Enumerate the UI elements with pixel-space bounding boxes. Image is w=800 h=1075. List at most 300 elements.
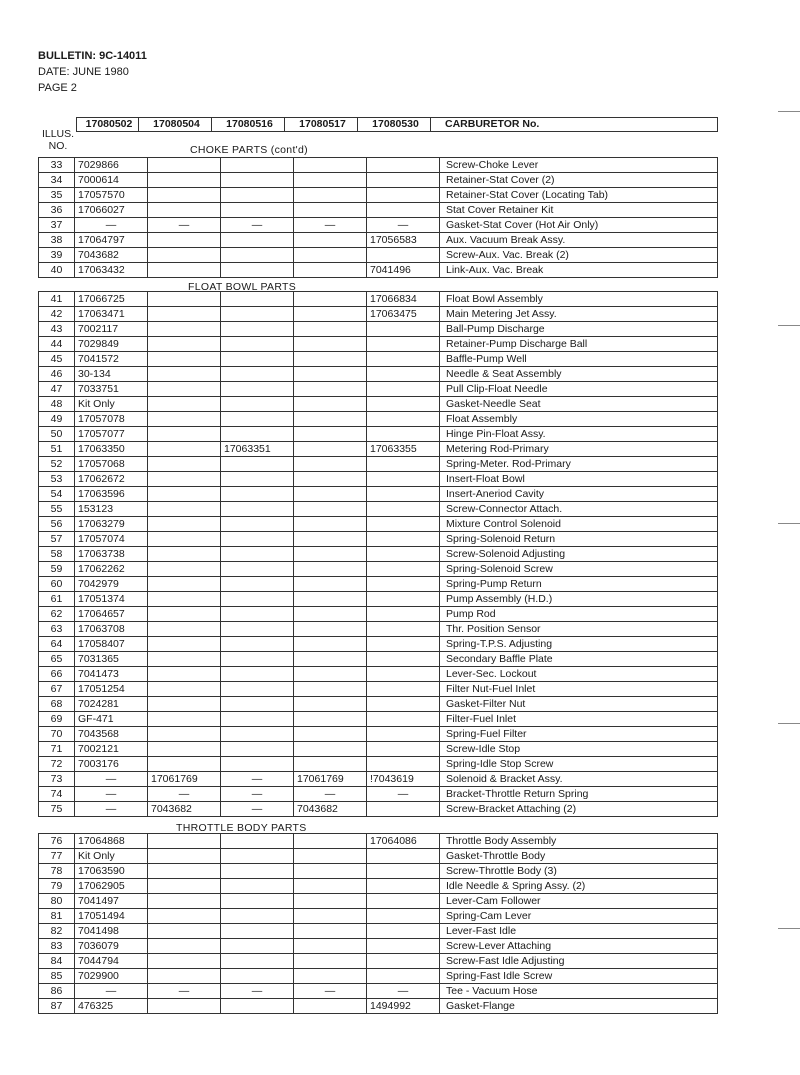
part-number-cell (221, 248, 294, 263)
table-row (39, 502, 718, 517)
part-description-cell: Main Metering Jet Assy. (440, 307, 718, 322)
part-description-cell: Stat Cover Retainer Kit (440, 203, 718, 218)
part-number-cell (148, 849, 221, 864)
part-description-cell: Gasket-Throttle Body (440, 849, 718, 864)
part-number-cell (294, 834, 367, 849)
part-number-cell (367, 637, 440, 652)
part-number-cell (294, 909, 367, 924)
part-description-cell: Hinge Pin-Float Assy. (440, 427, 718, 442)
table-row (39, 158, 718, 173)
part-number-cell (367, 367, 440, 382)
part-number-cell: 7043682 (148, 802, 221, 817)
part-number-cell (294, 502, 367, 517)
table-row (39, 487, 718, 502)
part-number-cell (221, 742, 294, 757)
part-number-cell: 7033751 (75, 382, 148, 397)
part-number-cell: 17061769 (294, 772, 367, 787)
illus-number-cell: 61 (39, 592, 75, 607)
part-number-cell (294, 894, 367, 909)
table-row (39, 682, 718, 697)
part-number-cell (148, 517, 221, 532)
part-number-cell (221, 607, 294, 622)
part-number-cell (367, 954, 440, 969)
part-number-cell (221, 864, 294, 879)
part-number-cell (148, 233, 221, 248)
table-row (39, 954, 718, 969)
part-number-cell: 7024281 (75, 697, 148, 712)
part-description-cell: Spring-Idle Stop Screw (440, 757, 718, 772)
part-description-cell: Spring-Fast Idle Screw (440, 969, 718, 984)
part-description-cell: Filter-Fuel Inlet (440, 712, 718, 727)
part-number-cell (148, 248, 221, 263)
part-number-cell (367, 562, 440, 577)
part-number-cell: — (148, 984, 221, 999)
part-number-cell: 17062262 (75, 562, 148, 577)
model-17080502: 17080502 (77, 118, 139, 132)
table-row (39, 652, 718, 667)
table-row (39, 292, 718, 307)
part-number-cell (294, 939, 367, 954)
part-number-cell (367, 457, 440, 472)
part-number-cell (367, 924, 440, 939)
part-number-cell: 7041572 (75, 352, 148, 367)
bulletin-date: DATE: JUNE 1980 (38, 66, 129, 78)
part-number-cell: 17063475 (367, 307, 440, 322)
part-number-cell (294, 427, 367, 442)
part-number-cell (367, 909, 440, 924)
part-description-cell: Screw-Solenoid Adjusting (440, 547, 718, 562)
part-number-cell (221, 879, 294, 894)
part-number-cell (367, 667, 440, 682)
table-row (39, 607, 718, 622)
part-number-cell (367, 864, 440, 879)
part-number-cell (367, 532, 440, 547)
part-number-cell (148, 757, 221, 772)
part-number-cell (148, 954, 221, 969)
illus-number-cell: 81 (39, 909, 75, 924)
part-number-cell (294, 682, 367, 697)
part-number-cell (294, 532, 367, 547)
table-row (39, 969, 718, 984)
part-number-cell (367, 802, 440, 817)
model-17080516: 17080516 (212, 118, 285, 132)
part-description-cell: Retainer-Pump Discharge Ball (440, 337, 718, 352)
part-number-cell (294, 382, 367, 397)
table-row (39, 412, 718, 427)
part-number-cell: 7036079 (75, 939, 148, 954)
part-number-cell (294, 367, 367, 382)
illus-number-cell: 33 (39, 158, 75, 173)
part-description-cell: Retainer-Stat Cover (Locating Tab) (440, 188, 718, 203)
choke-parts-table (38, 157, 718, 278)
table-row (39, 637, 718, 652)
part-number-cell (221, 547, 294, 562)
part-number-cell: — (148, 218, 221, 233)
part-number-cell (294, 472, 367, 487)
part-number-cell (221, 352, 294, 367)
part-number-cell (221, 188, 294, 203)
part-number-cell: 7041496 (367, 263, 440, 278)
part-number-cell: — (148, 787, 221, 802)
part-number-cell (221, 969, 294, 984)
illus-number-cell: 57 (39, 532, 75, 547)
part-number-cell (294, 292, 367, 307)
part-number-cell (148, 397, 221, 412)
part-description-cell: Screw-Connector Attach. (440, 502, 718, 517)
part-number-cell (221, 412, 294, 427)
part-number-cell (294, 322, 367, 337)
part-number-cell (148, 592, 221, 607)
part-description-cell: Tee - Vacuum Hose (440, 984, 718, 999)
part-number-cell (367, 487, 440, 502)
part-description-cell: Needle & Seat Assembly (440, 367, 718, 382)
part-number-cell (294, 158, 367, 173)
part-number-cell (367, 757, 440, 772)
part-number-cell: 17064868 (75, 834, 148, 849)
part-number-cell (294, 263, 367, 278)
part-number-cell (148, 382, 221, 397)
illus-number-cell: 60 (39, 577, 75, 592)
part-number-cell (148, 712, 221, 727)
part-number-cell (221, 592, 294, 607)
part-number-cell (294, 457, 367, 472)
part-number-cell (221, 652, 294, 667)
table-row (39, 834, 718, 849)
illus-number-cell: 43 (39, 322, 75, 337)
part-number-cell (294, 712, 367, 727)
part-number-cell (294, 188, 367, 203)
illus-number-cell: 87 (39, 999, 75, 1014)
part-number-cell (367, 712, 440, 727)
part-number-cell: 17064797 (75, 233, 148, 248)
table-row (39, 322, 718, 337)
illus-number-cell: 70 (39, 727, 75, 742)
part-number-cell: 30-134 (75, 367, 148, 382)
part-description-cell: Idle Needle & Spring Assy. (2) (440, 879, 718, 894)
part-description-cell: Lever-Sec. Lockout (440, 667, 718, 682)
part-description-cell: Pull Clip-Float Needle (440, 382, 718, 397)
part-number-cell: 7029866 (75, 158, 148, 173)
part-number-cell: 17051494 (75, 909, 148, 924)
part-description-cell: Gasket-Needle Seat (440, 397, 718, 412)
part-number-cell: — (221, 218, 294, 233)
part-number-cell (148, 879, 221, 894)
part-number-cell (367, 894, 440, 909)
illus-number-cell: 49 (39, 412, 75, 427)
illus-number-cell: 74 (39, 787, 75, 802)
table-row (39, 307, 718, 322)
table-row (39, 532, 718, 547)
part-number-cell (148, 173, 221, 188)
part-number-cell (221, 924, 294, 939)
part-number-cell: 7041497 (75, 894, 148, 909)
table-row (39, 382, 718, 397)
table-row (39, 472, 718, 487)
table-row (39, 772, 718, 787)
illus-no-label (38, 128, 78, 152)
part-number-cell: 17057077 (75, 427, 148, 442)
part-number-cell (367, 879, 440, 894)
illus-number-cell: 66 (39, 667, 75, 682)
illus-number-cell: 64 (39, 637, 75, 652)
table-row (39, 517, 718, 532)
part-number-cell (221, 562, 294, 577)
part-number-cell (221, 954, 294, 969)
table-row (39, 697, 718, 712)
part-number-cell (148, 442, 221, 457)
part-number-cell: Kit Only (75, 849, 148, 864)
part-description-cell: Retainer-Stat Cover (2) (440, 173, 718, 188)
part-number-cell: 17063590 (75, 864, 148, 879)
part-number-cell: 7044794 (75, 954, 148, 969)
part-number-cell: — (221, 802, 294, 817)
illus-number-cell: 68 (39, 697, 75, 712)
part-description-cell: Gasket-Filter Nut (440, 697, 718, 712)
part-number-cell: — (294, 787, 367, 802)
part-description-cell: Screw-Bracket Attaching (2) (440, 802, 718, 817)
part-description-cell: Insert-Aneriod Cavity (440, 487, 718, 502)
part-number-cell (367, 248, 440, 263)
part-number-cell (294, 924, 367, 939)
table-row (39, 999, 718, 1014)
illus-number-cell: 69 (39, 712, 75, 727)
part-number-cell (367, 577, 440, 592)
part-number-cell (221, 849, 294, 864)
table-row (39, 894, 718, 909)
part-description-cell: Bracket-Throttle Return Spring (440, 787, 718, 802)
illus-number-cell: 42 (39, 307, 75, 322)
part-description-cell: Link-Aux. Vac. Break (440, 263, 718, 278)
part-number-cell (148, 909, 221, 924)
table-row (39, 457, 718, 472)
illus-number-cell: 72 (39, 757, 75, 772)
part-number-cell (294, 547, 367, 562)
part-number-cell (221, 517, 294, 532)
part-description-cell: Spring-Solenoid Screw (440, 562, 718, 577)
part-number-cell (221, 322, 294, 337)
part-number-cell (221, 472, 294, 487)
illus-number-cell: 75 (39, 802, 75, 817)
table-row (39, 188, 718, 203)
table-row (39, 667, 718, 682)
part-number-cell: — (294, 218, 367, 233)
part-number-cell (294, 879, 367, 894)
part-description-cell: Gasket-Stat Cover (Hot Air Only) (440, 218, 718, 233)
part-number-cell: 7043682 (75, 248, 148, 263)
table-row (39, 352, 718, 367)
table-row (39, 337, 718, 352)
illus-number-cell: 76 (39, 834, 75, 849)
part-number-cell (294, 622, 367, 637)
part-number-cell: 17057074 (75, 532, 148, 547)
part-number-cell (367, 592, 440, 607)
part-number-cell (148, 742, 221, 757)
table-row (39, 802, 718, 817)
illus-number-cell: 37 (39, 218, 75, 233)
part-number-cell (148, 864, 221, 879)
part-number-cell: — (294, 984, 367, 999)
part-number-cell: 7041473 (75, 667, 148, 682)
part-number-cell (221, 727, 294, 742)
illus-number-cell: 79 (39, 879, 75, 894)
part-number-cell: 7029900 (75, 969, 148, 984)
part-number-cell: 7029849 (75, 337, 148, 352)
part-number-cell (148, 924, 221, 939)
part-number-cell (221, 203, 294, 218)
part-number-cell (148, 727, 221, 742)
table-row (39, 442, 718, 457)
part-number-cell (294, 607, 367, 622)
part-number-cell (367, 397, 440, 412)
part-number-cell: 17058407 (75, 637, 148, 652)
part-number-cell (221, 894, 294, 909)
part-description-cell: Spring-Cam Lever (440, 909, 718, 924)
part-number-cell (367, 849, 440, 864)
table-row (39, 787, 718, 802)
part-number-cell: 17066725 (75, 292, 148, 307)
part-number-cell (294, 487, 367, 502)
illus-number-cell: 50 (39, 427, 75, 442)
part-number-cell (367, 682, 440, 697)
illus-number-cell: 54 (39, 487, 75, 502)
part-number-cell: 17063432 (75, 263, 148, 278)
part-number-cell: 7031365 (75, 652, 148, 667)
part-description-cell: Spring-T.P.S. Adjusting (440, 637, 718, 652)
part-number-cell: — (367, 984, 440, 999)
part-number-cell: — (221, 984, 294, 999)
part-number-cell (221, 382, 294, 397)
table-row (39, 924, 718, 939)
table-row (39, 562, 718, 577)
part-number-cell (294, 592, 367, 607)
part-description-cell: Spring-Meter. Rod-Primary (440, 457, 718, 472)
part-description-cell: Float Assembly (440, 412, 718, 427)
part-number-cell: 17063350 (75, 442, 148, 457)
part-number-cell (148, 263, 221, 278)
part-number-cell (294, 248, 367, 263)
model-17080530: 17080530 (358, 118, 431, 132)
part-number-cell (148, 637, 221, 652)
illus-number-cell: 67 (39, 682, 75, 697)
part-number-cell: — (221, 772, 294, 787)
illus-number-cell: 46 (39, 367, 75, 382)
part-number-cell: — (221, 787, 294, 802)
part-number-cell (221, 697, 294, 712)
part-number-cell (148, 834, 221, 849)
part-number-cell (148, 412, 221, 427)
illus-number-cell: 55 (39, 502, 75, 517)
illus-number-cell: 58 (39, 547, 75, 562)
edge-mark (778, 111, 800, 112)
part-number-cell (148, 472, 221, 487)
part-number-cell (221, 233, 294, 248)
part-number-cell (148, 292, 221, 307)
part-number-cell (148, 562, 221, 577)
illus-label-line1: ILLUS. (41, 128, 75, 140)
part-number-cell (294, 697, 367, 712)
part-number-cell (294, 412, 367, 427)
part-number-cell: 17063351 (221, 442, 294, 457)
table-row (39, 592, 718, 607)
part-number-cell (148, 188, 221, 203)
part-number-cell (294, 999, 367, 1014)
part-number-cell (294, 954, 367, 969)
part-number-cell (294, 352, 367, 367)
part-number-cell (294, 307, 367, 322)
part-number-cell: 7000614 (75, 173, 148, 188)
part-number-cell: 17063738 (75, 547, 148, 562)
illus-number-cell: 53 (39, 472, 75, 487)
part-description-cell: Aux. Vacuum Break Assy. (440, 233, 718, 248)
part-number-cell (148, 307, 221, 322)
part-number-cell (294, 442, 367, 457)
part-number-cell (221, 939, 294, 954)
part-number-cell (367, 939, 440, 954)
part-description-cell: Lever-Cam Follower (440, 894, 718, 909)
part-number-cell (221, 712, 294, 727)
part-number-cell (367, 547, 440, 562)
table-row (39, 622, 718, 637)
part-number-cell: 17063708 (75, 622, 148, 637)
part-number-cell (148, 203, 221, 218)
illus-number-cell: 45 (39, 352, 75, 367)
model-17080504: 17080504 (139, 118, 212, 132)
part-number-cell (367, 158, 440, 173)
part-description-cell: Screw-Lever Attaching (440, 939, 718, 954)
part-number-cell (148, 622, 221, 637)
part-description-cell: Spring-Fuel Filter (440, 727, 718, 742)
part-number-cell (148, 697, 221, 712)
illus-number-cell: 86 (39, 984, 75, 999)
bulletin-number: BULLETIN: 9C-14011 (38, 50, 147, 62)
part-number-cell (221, 757, 294, 772)
illus-number-cell: 84 (39, 954, 75, 969)
table-row (39, 397, 718, 412)
part-description-cell: Screw-Aux. Vac. Break (2) (440, 248, 718, 263)
part-number-cell (221, 487, 294, 502)
part-number-cell (148, 502, 221, 517)
part-number-cell: 17062905 (75, 879, 148, 894)
table-row (39, 909, 718, 924)
table-row (39, 712, 718, 727)
edge-mark (778, 523, 800, 524)
part-number-cell: 17063279 (75, 517, 148, 532)
section-title-float-bowl: FLOAT BOWL PARTS (188, 281, 297, 293)
part-number-cell (367, 472, 440, 487)
part-description-cell: Secondary Baffle Plate (440, 652, 718, 667)
section-title-throttle-body: THROTTLE BODY PARTS (176, 822, 307, 834)
part-description-cell: Spring-Pump Return (440, 577, 718, 592)
part-number-cell: — (75, 787, 148, 802)
illus-number-cell: 44 (39, 337, 75, 352)
part-number-cell (367, 697, 440, 712)
part-number-cell (294, 562, 367, 577)
illus-number-cell: 77 (39, 849, 75, 864)
part-number-cell (221, 682, 294, 697)
part-number-cell (294, 652, 367, 667)
part-description-cell: Solenoid & Bracket Assy. (440, 772, 718, 787)
part-number-cell (294, 757, 367, 772)
part-description-cell: Ball-Pump Discharge (440, 322, 718, 337)
illus-number-cell: 73 (39, 772, 75, 787)
part-number-cell (294, 849, 367, 864)
part-number-cell (221, 158, 294, 173)
part-number-cell (367, 352, 440, 367)
part-number-cell (367, 427, 440, 442)
table-row (39, 547, 718, 562)
part-number-cell (148, 532, 221, 547)
part-number-cell (221, 397, 294, 412)
